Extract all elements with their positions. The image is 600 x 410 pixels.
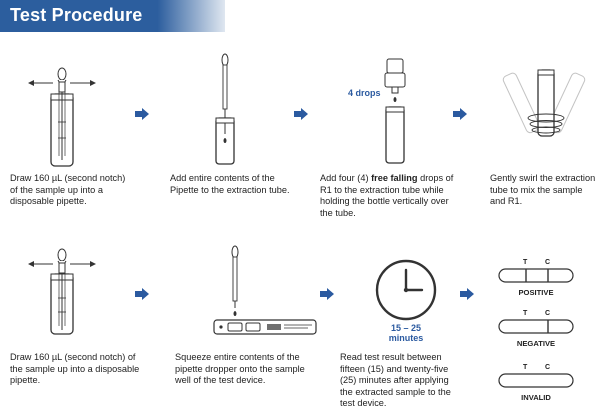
step-6-caption: Squeeze entire contents of the pipette dropper onto the sample well of the test device. [175, 352, 305, 385]
step-4-caption: Gently swirl the extraction tube to mix the sample and R1. [490, 173, 596, 206]
step-1-caption: Draw 160 µL (second notch) of the sample up into a disposable pipette. [10, 173, 126, 206]
section-header [0, 0, 225, 32]
next-arrow-icon [135, 288, 149, 300]
negative-strip-icon [498, 319, 574, 335]
step-5-caption: Draw 160 µL (second notch) of the sample up into a disposable pipette. [10, 352, 140, 385]
invalid-label: INVALID [521, 393, 551, 402]
pipette-draw-illustration [28, 60, 98, 170]
next-arrow-icon [460, 288, 474, 300]
next-arrow-icon [294, 108, 308, 120]
timer-label: 15 – 25 minutes [388, 323, 424, 343]
c-label: C [545, 364, 551, 371]
next-arrow-icon [135, 108, 149, 120]
invalid-strip-icon [498, 373, 574, 389]
pipette-draw-illustration-2 [28, 244, 98, 339]
c-label: C [545, 310, 551, 317]
c-label: C [545, 259, 551, 266]
negative-label: NEGATIVE [516, 339, 556, 348]
clock-icon [374, 258, 438, 322]
pipette-add-illustration [210, 52, 240, 168]
drops-label: 4 drops [348, 88, 381, 98]
dropper-bottle-illustration [380, 55, 410, 168]
next-arrow-icon [320, 288, 334, 300]
positive-label: POSITIVE [518, 288, 554, 297]
step-3-caption: Add four (4) free falling drops of R1 to the extraction tube while holding the bottle vertically over the tube. [320, 173, 454, 218]
t-label: T [523, 364, 528, 371]
positive-strip-icon [498, 268, 574, 284]
t-label: T [523, 259, 528, 266]
step-2-caption: Add entire contents of the Pipette to the extraction tube. [170, 173, 290, 195]
t-label: T [523, 310, 528, 317]
step-7-caption: Read test result between fifteen (15) and twenty-five (25) minutes after applying the extracted sample to the test device. [340, 352, 451, 408]
next-arrow-icon [453, 108, 467, 120]
test-device-illustration [210, 244, 320, 336]
page-title: Test Procedure [10, 5, 143, 25]
swirl-tube-illustration [500, 62, 590, 162]
